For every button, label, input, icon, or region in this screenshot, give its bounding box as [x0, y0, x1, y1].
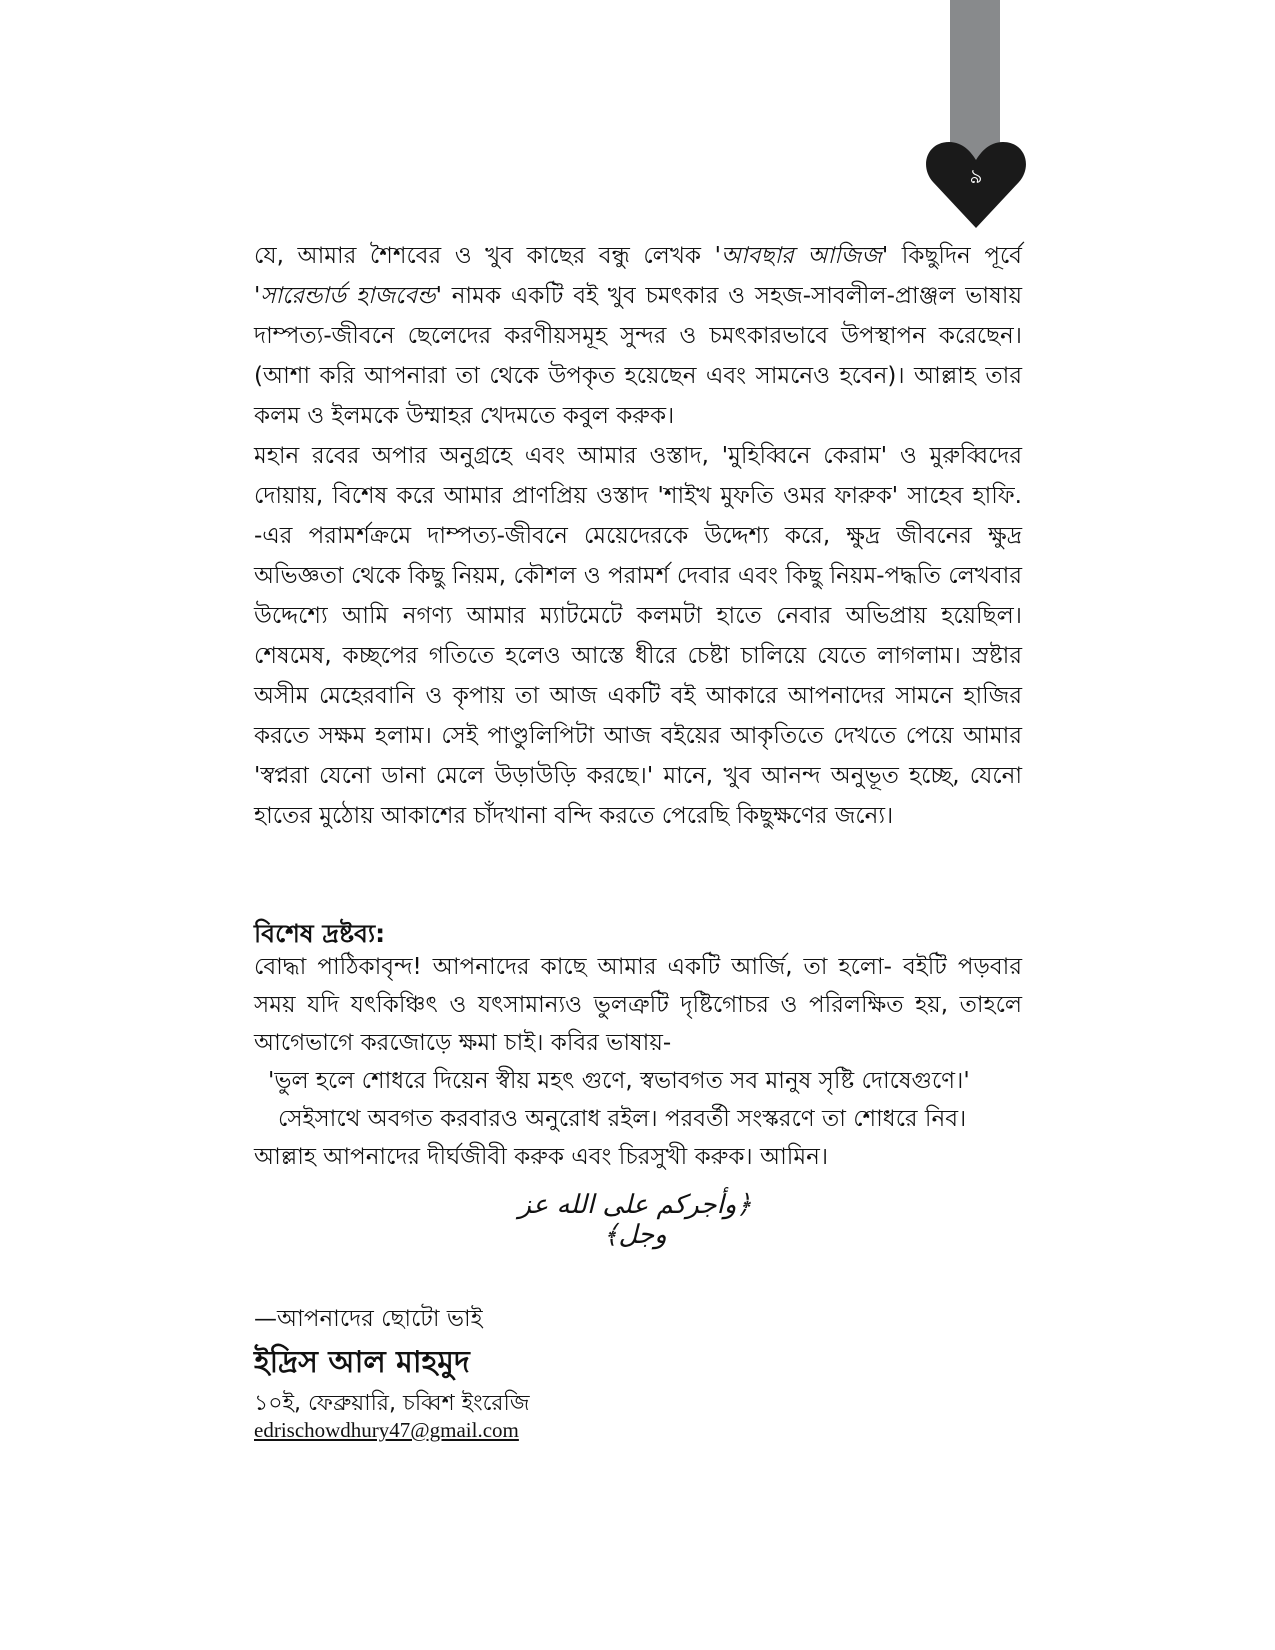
body-paragraph-2: [254, 436, 1022, 836]
note-request: সেইসাথে অবগত করবারও অনুরোধ রইল। পরবর্তী সংস্করণে তা শোধরে নিব।: [278, 1106, 967, 1132]
book-title-italic: 'সারেন্ডার্ড হাজবেন্ড': [254, 283, 442, 309]
author-name: ইদ্রিস আল মাহমুদ: [254, 1345, 470, 1380]
arabic-calligraphy: ﴿وأجركم على الله عز وجل﴾: [518, 1190, 752, 1250]
note-prayer: আল্লাহ আপনাদের দীর্ঘজীবী করুক এবং চিরসুখী করুক। আমিন।: [254, 1144, 829, 1170]
body-paragraph-1: [254, 236, 1022, 436]
bookmark-ribbon: [950, 0, 1000, 160]
page-number: ৯: [969, 164, 983, 188]
book-title-italic: 'আবছার আজিজ': [714, 243, 889, 269]
paragraph-1-segment: কিছুদিন পূর্বে: [888, 243, 1022, 269]
paragraph-1-segment: যে, আমার শৈশবের ও খুব কাছের বন্ধু লেখক: [254, 243, 715, 269]
note-paragraph: [254, 948, 1022, 1062]
note-heading: বিশেষ দ্রষ্টব্য:: [254, 919, 386, 948]
author-email[interactable]: edrischowdhury47@gmail.com: [254, 1418, 519, 1442]
signature-prefix: —আপনাদের ছোটো ভাই: [254, 1306, 483, 1332]
paragraph-2-text: মহান রবের অপার অনুগ্রহে এবং আমার ওস্তাদ, 'মুহিব্বিনে কেরাম' ও মুরুব্বিদের দোয়ায়, বিশেষ করে আমার প্রাণপ্রিয় ওস্তাদ 'শাইখ মুফতি ওমর ফারুক' সাহেব হাফি. -এর পরামর্শক্রমে দাম্পত্য-জীবনে মেয়েদেরকে উদ্দেশ্য করে, ক্ষুদ্র জীবনের ক্ষুদ্র অভিজ্ঞতা থেকে কিছু নিয়ম, কৌশল ও পরামর্শ দেবার এবং কিছু নিয়ম-পদ্ধতি লেখবার উদ্দেশ্যে আমি নগণ্য আমার ম্যাটমেটে কলমটা হাতে নেবার অভিপ্রায় হয়েছিল। শেষমেষ, কচ্ছপের গতিতে হলেও আস্তে ধীরে চেষ্টা চালিয়ে যেতে লাগলাম। স্রষ্টার অসীম মেহেরবানি ও কৃপায় তা আজ একটি বই আকারে আপনাদের সামনে হাজির করতে সক্ষম হলাম। সেই পাণ্ডুলিপিটা আজ বইয়ের আকৃতিতে দেখতে পেয়ে আমার 'স্বপ্নরা যেনো ডানা মেলে উড়াউড়ি করছে।' মানে, খুব আনন্দ অনুভূত হচ্ছে, যেনো হাতের মুঠোয় আকাশের চাঁদখানা বন্দি করতে পেরেছি কিছুক্ষণের জন্যে।: [254, 443, 1022, 829]
poem-quote: 'ভুল হলে শোধরে দিয়েন স্বীয় মহৎ গুণে, স্বভাবগত সব মানুষ সৃষ্টি দোষেগুণে।': [268, 1068, 970, 1094]
signature-date: ১০ই, ফেব্রুয়ারি, চব্বিশ ইংরেজি: [254, 1391, 530, 1416]
paragraph-1-text: [254, 236, 1022, 436]
note-paragraph-text: বোদ্ধা পাঠিকাবৃন্দ! আপনাদের কাছে আমার একটি আর্জি, তা হলো- বইটি পড়বার সময় যদি যৎকিঞ্চিৎ ও যৎসামান্যও ভুলত্রুটি দৃষ্টিগোচর ও পরিলক্ষিত হয়, তাহলে আগেভাগে করজোড়ে ক্ষমা চাই। কবির ভাষায়-: [254, 954, 1022, 1056]
paragraph-1-segment: নামক একটি বই খুব চমৎকার ও সহজ-সাবলীল-প্রাঞ্জল ভাষায় দাম্পত্য-জীবনে ছেলেদের করণীয়সমূহ সুন্দর ও চমৎকারভাবে উপস্থাপন করেছেন। (আশা করি আপনারা তা থেকে উপকৃত হয়েছেন এবং সামনেও হবেন)। আল্লাহ তার কলম ও ইলমকে উম্মাহর খেদমতে কবুল করুক।: [254, 283, 1022, 429]
